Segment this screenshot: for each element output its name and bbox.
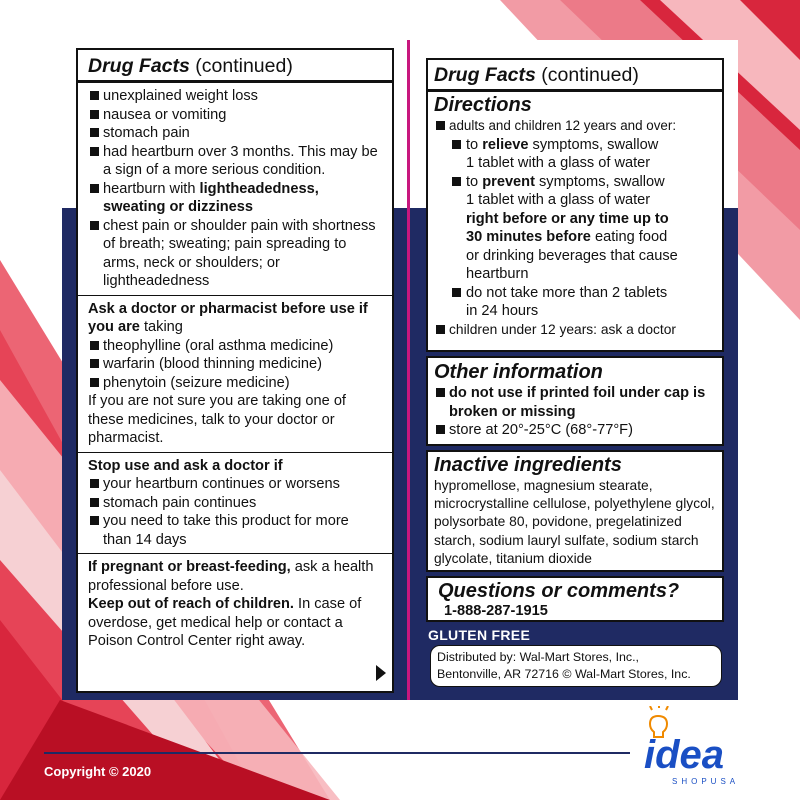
- column-divider: [407, 40, 410, 700]
- directions-title: Directions: [434, 94, 532, 116]
- directions-prevent-line2: 1 tablet with a glass of water: [466, 192, 651, 208]
- distributor-line2: Bentonville, AR 72716 © Wal-Mart Stores, Inc.: [437, 667, 691, 681]
- keep-out-text: [88, 595, 382, 651]
- keep-out-rest: In case of overdose, get medical help or contact a Poison Control Center right away.: [88, 596, 362, 649]
- continue-arrow-icon: [376, 665, 386, 681]
- prevent-bold2: 30 minutes before: [466, 229, 591, 245]
- directions-box: [426, 58, 724, 352]
- relieve-rest: symptoms, swallow: [528, 136, 659, 153]
- warning-item: chest pain or shoulder pain with shortness of breath; sweating; pain spreading to arms, neck or shoulders; or lightheadedness: [88, 217, 382, 291]
- questions-box: [426, 576, 724, 622]
- prevent-rest2: eating food: [590, 229, 668, 245]
- distributor-line1: Distributed by: Wal-Mart Stores, Inc.,: [437, 650, 639, 664]
- warning-item: stomach pain: [88, 124, 382, 143]
- to-text: to: [466, 136, 483, 153]
- directions-prevent-line5: or drinking beverages that cause: [466, 247, 678, 264]
- other-information-box: [426, 356, 724, 446]
- drug-facts-left-box: [76, 48, 394, 693]
- ask-doctor-bold: Ask a doctor or pharmacist before use if you are: [88, 300, 368, 335]
- left-header-title: Drug Facts: [88, 55, 190, 77]
- medicine-item: phenytoin (seizure medicine): [88, 374, 382, 393]
- directions-relieve: [434, 136, 716, 155]
- copyright-text: Copyright © 2020: [44, 764, 152, 779]
- gluten-free-label: GLUTEN FREE: [428, 627, 531, 643]
- directions-prevent-line6: heartburn: [466, 266, 529, 282]
- directions-children: children under 12 years: ask a doctor: [434, 321, 716, 340]
- left-header: [88, 54, 382, 78]
- inactive-ingredients-title: Inactive ingredients: [434, 454, 622, 476]
- directions-no-more: do not take more than 2 tablets: [434, 284, 716, 303]
- other-information-title: Other information: [434, 361, 603, 383]
- stop-use-heading: Stop use and ask a doctor if: [88, 457, 283, 474]
- stop-item: stomach pain continues: [88, 494, 382, 513]
- storage-info: store at 20°-25°C (68°-77°F): [434, 421, 716, 440]
- relieve-bold: relieve: [482, 136, 529, 153]
- to-text: to: [466, 173, 483, 190]
- stop-item: your heartburn continues or worsens: [88, 475, 382, 494]
- right-header: [434, 63, 716, 87]
- warning-bold-text: lightheadedness, sweating or dizziness: [103, 180, 319, 215]
- distributor-box: [430, 645, 722, 687]
- logo-tagline: SHOPUSA: [672, 777, 740, 786]
- pregnant-text: [88, 558, 382, 595]
- questions-title: Questions or comments?: [438, 580, 680, 602]
- directions-prevent: [434, 173, 716, 192]
- stop-item: you need to take this product for more: [88, 512, 382, 531]
- warning-item: [88, 180, 382, 217]
- warning-item: had heartburn over 3 months. This may be a sign of a more serious condition.: [88, 143, 382, 180]
- right-header-title: Drug Facts: [434, 64, 536, 86]
- warning-item: unexplained weight loss: [88, 87, 382, 106]
- inactive-ingredients-box: [426, 450, 724, 572]
- medicine-item: theophylline (oral asthma medicine): [88, 337, 382, 356]
- stop-item-cont: than 14 days: [103, 531, 187, 548]
- not-sure-text: If you are not sure you are taking one of these medicines, talk to your doctor or pharmacist.: [88, 393, 346, 446]
- ask-doctor-heading: [88, 300, 382, 337]
- warning-text: heartburn with: [103, 180, 200, 197]
- pregnant-rest: ask a health professional before use.: [88, 559, 374, 594]
- pregnant-bold: If pregnant or breast-feeding,: [88, 559, 291, 575]
- keep-out-bold: Keep out of reach of children.: [88, 596, 294, 612]
- directions-relieve-line2: 1 tablet with a glass of water: [466, 155, 651, 171]
- right-header-continued: (continued): [541, 64, 639, 86]
- directions-no-more-line2: in 24 hours: [466, 303, 539, 319]
- directions-prevent-line4: [434, 228, 716, 247]
- left-header-continued: (continued): [195, 55, 293, 77]
- foil-warning: do not use if printed foil under cap is broken or missing: [434, 384, 716, 421]
- logo-word: idea: [644, 733, 725, 777]
- warning-item: nausea or vomiting: [88, 106, 382, 125]
- phone-number: 1-888-287-1915: [444, 603, 548, 619]
- idea-shopusa-logo: [626, 706, 776, 790]
- inactive-ingredients-text: hypromellose, magnesium stearate, microcrystalline cellulose, polyethylene glycol, polysorbate 80, povidone, pregelatinized starch, sodium lauryl sulfate, sodium starch glycolate, titanium dioxide: [434, 478, 715, 566]
- medicine-item: warfarin (blood thinning medicine): [88, 355, 382, 374]
- prevent-rest: symptoms, swallow: [534, 173, 665, 190]
- prevent-bold: prevent: [482, 173, 535, 190]
- directions-adults: adults and children 12 years and over:: [434, 117, 716, 136]
- footer-line: [44, 752, 630, 754]
- directions-prevent-bold1: right before or any time up to: [466, 210, 669, 227]
- ask-doctor-rest: taking: [139, 319, 183, 335]
